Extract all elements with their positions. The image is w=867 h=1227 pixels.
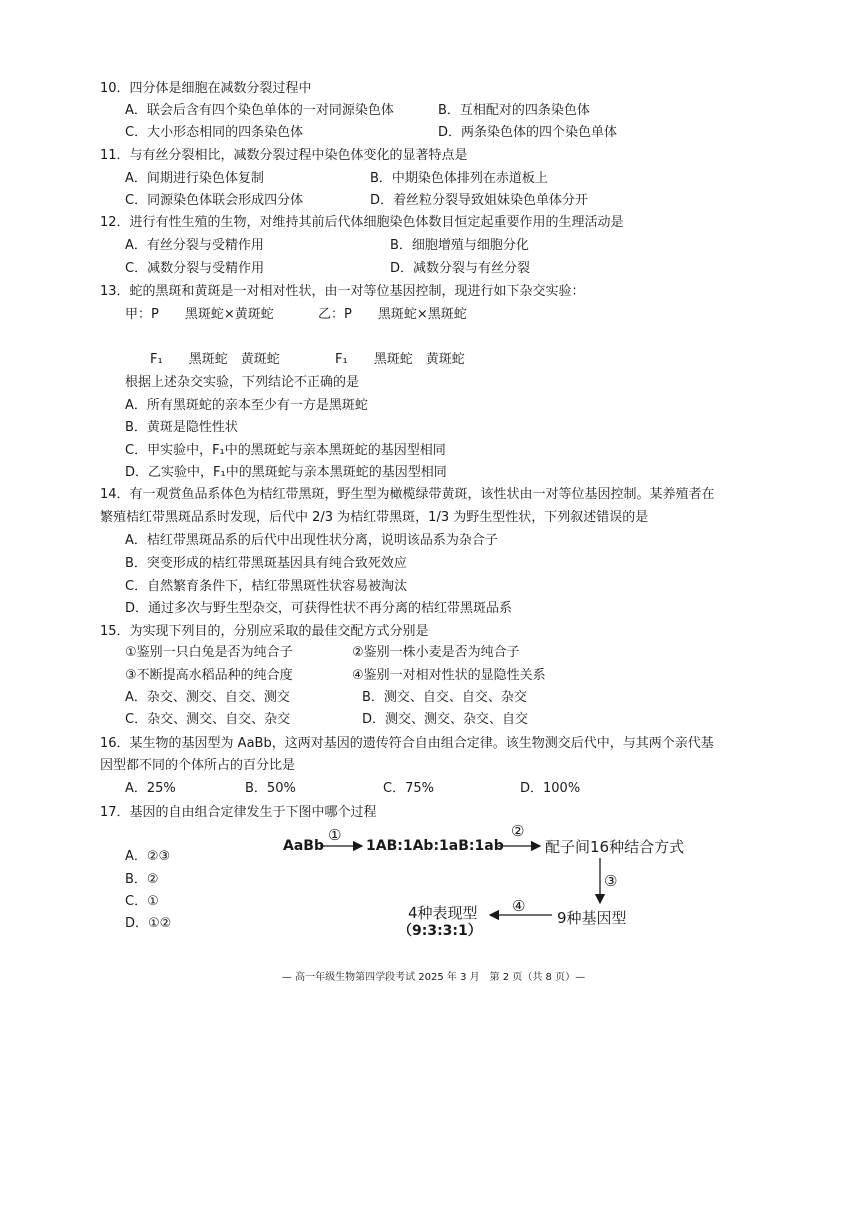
- q12-option-d: D．减数分裂与有丝分裂: [390, 261, 531, 276]
- diagram-parent-genotype: AaBb: [283, 838, 324, 854]
- diagram-step-2-label: ②: [511, 822, 525, 840]
- q14-stem-line2: 繁殖桔红带黑斑品系时发现，后代中 2/3 为桔红带黑斑，1/3 为野生型性状，下列叙述错误的是: [100, 510, 649, 525]
- q15-purpose-4: ④鉴别一对相对性状的显隐性关系: [352, 668, 546, 683]
- q11-option-c: C．同源染色体联会形成四分体: [125, 193, 304, 208]
- q13-cross-yi-parents: 乙：P 黑斑蛇×黑斑蛇: [318, 307, 467, 322]
- q14-option-c: C．自然繁育条件下，桔红带黑斑性状容易被淘汰: [125, 579, 408, 594]
- diagram-step-4-label: ④: [512, 897, 526, 915]
- q13-cross-jia-f1: F₁ 黑斑蛇 黄斑蛇: [150, 352, 280, 367]
- q13-lead: 根据上述杂交实验，下列结论不正确的是: [125, 375, 360, 390]
- q13-cross-jia-parents: 甲：P 黑斑蛇×黄斑蛇: [125, 307, 274, 322]
- q10-stem: 10．四分体是细胞在减数分裂过程中: [100, 81, 312, 96]
- q13-stem: 13．蛇的黑斑和黄斑是一对相对性状，由一对等位基因控制，现进行如下杂交实验：: [100, 284, 585, 299]
- diagram-step-3-label: ③: [604, 872, 618, 890]
- q12-stem: 12．进行有性生殖的生物，对维持其前后代体细胞染色体数目恒定起重要作用的生理活动是: [100, 215, 624, 230]
- q17-option-b: B．②: [125, 872, 159, 887]
- q15-purpose-3: ③不断提高水稻品种的纯合度: [125, 668, 293, 683]
- diagram-phenotype-ratio: （9:3:3:1）: [398, 923, 482, 939]
- q17-option-d: D．①②: [125, 916, 172, 931]
- q14-option-d: D．通过多次与野生型杂交，可获得性状不再分离的桔红带黑斑品系: [125, 601, 513, 616]
- q15-option-c: C．杂交、测交、自交、杂交: [125, 712, 291, 727]
- q11-stem: 11．与有丝分裂相比，减数分裂过程中染色体变化的显著特点是: [100, 148, 468, 163]
- q11-option-a: A．间期进行染色体复制: [125, 171, 264, 186]
- q13-option-a: A．所有黑斑蛇的亲本至少有一方是黑斑蛇: [125, 398, 368, 413]
- q10-option-b: B．互相配对的四条染色体: [438, 103, 590, 118]
- diagram-phenotype-count: 4种表现型: [408, 904, 478, 922]
- page-footer: — 高一年级生物第四学段考试 2025 年 3 月 第 2 页（共 8 页）—: [281, 972, 586, 983]
- q13-option-c: C．甲实验中，F₁中的黑斑蛇与亲本黑斑蛇的基因型相同: [125, 443, 446, 458]
- q16-option-a: A．25%: [125, 781, 176, 796]
- q10-option-d: D．两条染色体的四个染色单体: [438, 125, 618, 140]
- q15-purpose-2: ②鉴别一株小麦是否为纯合子: [352, 645, 520, 660]
- q14-option-a: A．桔红带黑斑品系的后代中出现性状分离，说明该品系为杂合子: [125, 533, 498, 548]
- q16-option-d: D．100%: [520, 781, 581, 796]
- q10-option-c: C．大小形态相同的四条染色体: [125, 125, 304, 140]
- diagram-gamete-combinations: 配子间16种结合方式: [545, 838, 685, 856]
- q11-option-b: B．中期染色体排列在赤道板上: [370, 171, 548, 186]
- q15-option-d: D．测交、测交、杂交、自交: [362, 712, 529, 727]
- q16-stem-line1: 16．某生物的基因型为 AaBb，这两对基因的遗传符合自由组合定律。该生物测交后代中，与其两个亲代基: [100, 736, 714, 751]
- q12-option-b: B．细胞增殖与细胞分化: [390, 238, 529, 253]
- q12-option-a: A．有丝分裂与受精作用: [125, 238, 264, 253]
- q15-option-a: A．杂交、测交、自交、测交: [125, 690, 290, 705]
- q13-option-b: B．黄斑是隐性性状: [125, 420, 238, 435]
- q16-option-b: B．50%: [245, 781, 296, 796]
- diagram-gamete-ratio: 1AB:1Ab:1aB:1ab: [366, 838, 504, 854]
- q11-option-d: D．着丝粒分裂导致姐妹染色单体分开: [370, 193, 589, 208]
- q10-option-a: A．联会后含有四个染色单体的一对同源染色体: [125, 103, 394, 118]
- q13-cross-yi-f1: F₁ 黑斑蛇 黄斑蛇: [335, 352, 465, 367]
- q15-stem: 15．为实现下列目的，分别应采取的最佳交配方式分别是: [100, 624, 429, 639]
- diagram-genotype-count: 9种基因型: [557, 909, 627, 927]
- diagram-step-1-label: ①: [328, 826, 342, 844]
- q17-option-a: A．②③: [125, 849, 171, 864]
- q17-option-c: C．①: [125, 894, 159, 909]
- q16-stem-line2: 因型都不同的个体所占的百分比是: [100, 758, 296, 773]
- q14-stem-line1: 14．有一观赏鱼品系体色为桔红带黑斑，野生型为橄榄绿带黄斑，该性状由一对等位基因控制。某养殖者在: [100, 487, 715, 502]
- q12-option-c: C．减数分裂与受精作用: [125, 261, 265, 276]
- q17-stem: 17．基因的自由组合定律发生于下图中哪个过程: [100, 805, 377, 820]
- q15-option-b: B．测交、自交、自交、杂交: [362, 690, 527, 705]
- q14-option-b: B．突变形成的桔红带黑斑基因具有纯合致死效应: [125, 556, 407, 571]
- q13-option-d: D．乙实验中，F₁中的黑斑蛇与亲本黑斑蛇的基因型相同: [125, 465, 447, 480]
- q16-option-c: C．75%: [383, 781, 434, 796]
- q15-purpose-1: ①鉴别一只白兔是否为纯合子: [125, 645, 293, 660]
